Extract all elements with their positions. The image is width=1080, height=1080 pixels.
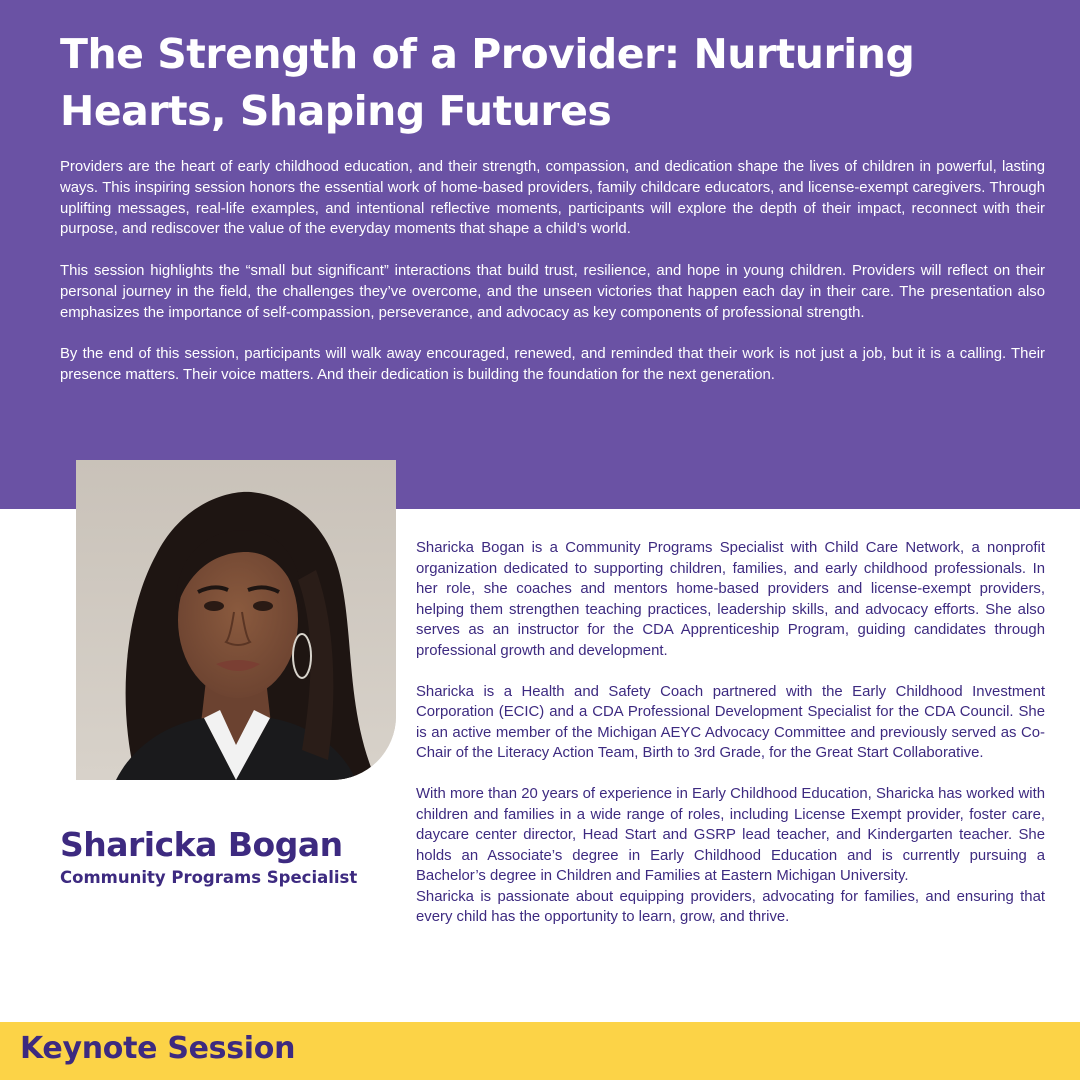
speaker-name: Sharicka Bogan [60,825,343,864]
bio-paragraph: With more than 20 years of experience in Early Childhood Education, Sharicka has worked with children and families in a wide range of roles, including License Exempt provider, foster care, daycare center director, Head Start and GSRP lead teacher, and Kindergarten teacher. She holds an Associate’s degree in Early Childhood Education and is currently pursuing a Bachelor’s degree in Children and Families at Eastern Michigan University. [416,786,1045,884]
description-paragraph: Providers are the heart of early childhood education, and their strength, compassion, and dedication shape the lives of children in powerful, lasting ways. This inspiring session honors the essential work of home-based providers, family childcare educators, and license-exempt caregivers. Through uplifting messages, real-life examples, and intentional reflective moments, participants will explore the depth of their impact, reconnect with their purpose, and rediscover the value of the everyday moments that shape a child’s world. [60,159,1045,238]
bio-paragraph: Sharicka is a Health and Safety Coach partnered with the Early Childhood Investment Corporation (ECIC) and a CDA Professional Development Specialist for the CDA Council. She is an active member of the Michigan AEYC Advocacy Committee and previously served as Co-Chair of the Literacy Action Team, Birth to 3rd Grade, for the Great Start Collaborative. [416,683,1045,761]
speaker-portrait-icon [76,460,396,780]
description-paragraph: This session highlights the “small but significant” interactions that build trust, resilience, and hope in young children. Providers will reflect on their personal journey in the field, the challenges they’ve overcome, and the unseen victories that happen each day in their care. The presentation also emphasizes the importance of self-compassion, perseverance, and advocacy as key components of professional strength. [60,262,1045,321]
speaker-role: Community Programs Specialist [60,868,358,887]
speaker-photo [76,460,396,780]
bio-paragraph: Sharicka Bogan is a Community Programs Specialist with Child Care Network, a nonprofit organization dedicated to supporting children, families, and early childhood professionals. In her role, she coaches and mentors home-based providers and license-exempt providers, helping them strengthen teaching practices, leadership skills, and advocacy efforts. She also serves as an instructor for the CDA Apprenticeship Program, guiding candidates through professional growth and development. [416,540,1045,659]
session-type-label: Keynote Session [20,1031,296,1066]
description-paragraph: By the end of this session, participants will walk away encouraged, renewed, and reminded that their work is not just a job, but it is a calling. Their presence matters. Their voice matters. And their dedication is building the foundation for the next generation. [60,346,1045,383]
session-description [60,157,1045,386]
bio-paragraph: Sharicka is passionate about equipping providers, advocating for families, and ensuring that every child has the opportunity to learn, grow, and thrive. [416,888,1045,925]
speaker-bio [416,538,1045,928]
page-title: The Strength of a Provider: Nurturing Hearts, Shaping Futures [60,30,915,135]
